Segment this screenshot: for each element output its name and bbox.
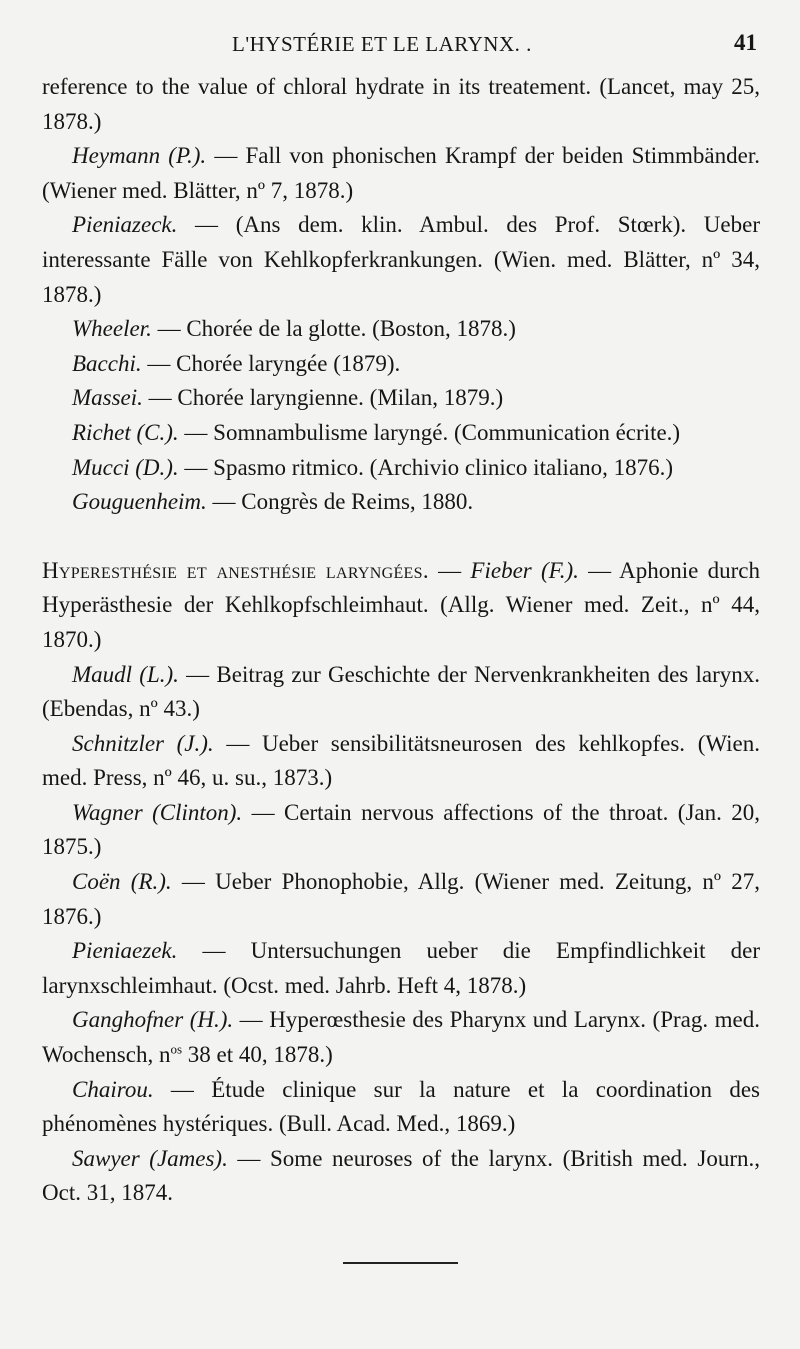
bibliography-text	[42, 70, 760, 1211]
section-lead-entry: Hyperesthésie et anesthésie laryngées. — Fieber (F.). — Aphonie durch Hyperästhesie der Kehlkopfschleimhaut. (Allg. Wiener med. Zeit., nº 44, 1870.)	[42, 557, 761, 652]
bibliography-entry	[42, 381, 760, 416]
closing-rule-divider	[343, 1262, 458, 1264]
entry-text: — Ueber Phonophobie, Allg. (Wiener med. Zeitung, nº 27, 1876.)	[42, 869, 760, 929]
entry-text: — Certain nervous affections of the throat. (Jan. 20, 1875.)	[42, 799, 760, 860]
bibliography-entry	[42, 485, 760, 520]
entry-text: — Chorée de la glotte. (Boston, 1878.)	[151, 316, 516, 342]
entry-text: — Chorée laryngienne. (Milan, 1879.)	[142, 385, 504, 411]
bibliography-entry	[42, 1003, 760, 1072]
bibliography-entry	[42, 208, 760, 312]
author-name: Pieniaezek.	[72, 938, 178, 964]
author-name: Wagner (Clinton).	[72, 799, 243, 825]
entry-text: — Ueber sensibilitätsneurosen des kehlkopfes. (Wien. med. Press, nº 46, u. su., 1873.)	[42, 730, 761, 791]
bibliography-entry	[42, 865, 760, 934]
bibliography-entry	[42, 727, 760, 796]
author-name: Gouguenheim.	[72, 489, 207, 515]
entry-text: — Beitrag zur Geschichte der Nervenkrankheiten des larynx. (Ebendas, nº 43.)	[42, 661, 760, 722]
bibliography-entry	[42, 347, 760, 382]
running-title: L'HYSTÉRIE ET LE LARYNX. .	[232, 32, 532, 56]
entry-text: — Untersuchungen ueber die Empfindlichkeit der larynxschleimhaut. (Ocst. med. Jahrb. Heft 4, 1878.)	[42, 938, 760, 998]
entry-text: — Fall von phonischen Krampf der beiden Stimmbänder. (Wiener med. Blätter, nº 7, 1878.)	[42, 143, 760, 203]
entry-text: — Congrès de Reims, 1880.	[206, 489, 474, 515]
author-name: Ganghofner (H.).	[72, 1007, 234, 1033]
entry-text: — Chorée laryngée (1879).	[141, 350, 401, 376]
page-number: 41	[734, 30, 757, 55]
author-name: Heymann (P.).	[72, 143, 207, 169]
bibliography-entry	[42, 1142, 760, 1211]
entry-text: — Hyperœsthesie des Pharynx und Larynx. (Prag. med. Wochensch, n	[42, 1007, 760, 1068]
entry-text: — Somnambulisme laryngé. (Communication écrite.)	[178, 419, 681, 445]
author-name: Mucci (D.).	[72, 454, 179, 480]
entry-text: — Some neuroses of the larynx. (British med. Journ., Oct. 31, 1874.	[42, 1145, 760, 1206]
bibliography-entry	[42, 658, 760, 727]
author-name: Fieber (F.).	[470, 557, 579, 583]
author-name: Bacchi.	[72, 350, 142, 376]
author-name: Maudl (L.).	[72, 661, 179, 687]
author-name: Coën (R.).	[72, 869, 172, 895]
author-name: Wheeler.	[72, 316, 152, 342]
bibliography-entry: reference to the value of chloral hydrate in its treatement. (Lancet, may 25, 1878.)	[42, 74, 760, 134]
author-name: Massei.	[72, 385, 143, 411]
superscript: os	[170, 1041, 183, 1057]
author-name: Schnitzler (J.).	[72, 730, 214, 756]
entry-text: — (Ans dem. klin. Ambul. des Prof. Stœrk). Ueber interessante Fälle von Kehlkopferkrankungen. (Wien. med. Blätter, nº 34, 1878.)	[42, 212, 760, 307]
bibliography-entry	[42, 1073, 760, 1142]
bibliography-entry	[42, 934, 760, 1003]
bibliography-entry	[42, 416, 760, 451]
entry-text: — Étude clinique sur la nature et la coordination des phénomènes hystériques. (Bull. Acad. Med., 1869.)	[42, 1076, 760, 1137]
bibliography-entry	[42, 139, 760, 208]
bibliography-entry	[42, 451, 760, 486]
bibliography-entry	[42, 312, 760, 347]
author-name: Pieniazeck.	[72, 212, 178, 238]
entry-text: — Aphonie durch Hyperästhesie der Kehlkopfschleimhaut. (Allg. Wiener med. Zeit., nº 44, 1870.)	[42, 557, 761, 652]
entry-text: 38 et 40, 1878.)	[182, 1042, 333, 1068]
page-header	[0, 32, 800, 62]
bibliography-entry	[42, 796, 760, 865]
section-heading: Hyperesthésie et anesthésie laryngées.	[42, 557, 429, 583]
author-name: Sawyer (James).	[72, 1145, 228, 1171]
author-name: Richet (C.).	[72, 419, 179, 445]
entry-text: — Spasmo ritmico. (Archivio clinico italiano, 1876.)	[178, 454, 674, 480]
author-name: Chairou.	[72, 1076, 154, 1102]
